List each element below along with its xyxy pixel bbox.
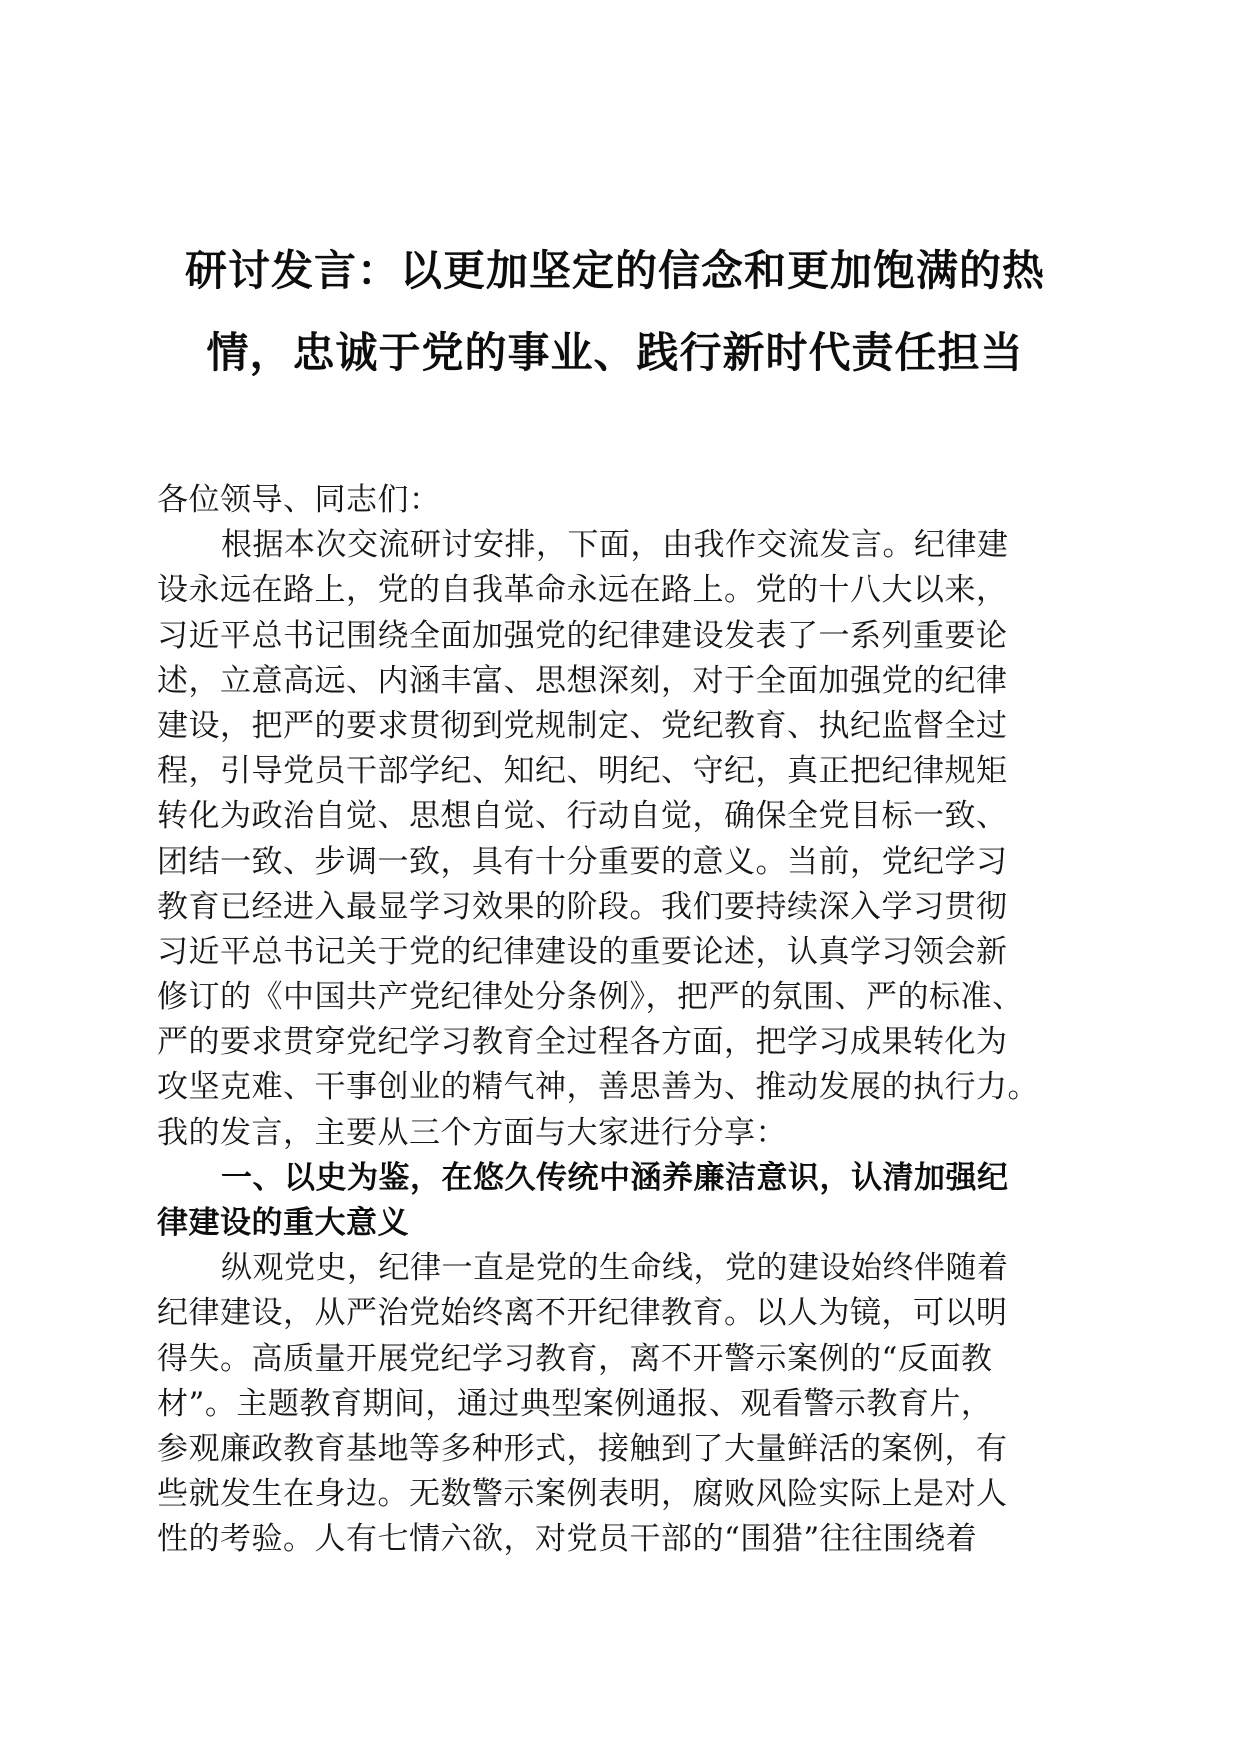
paragraph-line: 材”。主题教育期间，通过典型案例通报、观看警示教育片， bbox=[157, 1385, 993, 1422]
heading-line: 一、以史为鉴，在悠久传统中涵养廉洁意识，认清加强纪 bbox=[221, 1159, 1009, 1196]
paragraph-line: 些就发生在身边。无数警示案例表明，腐败风险实际上是对人 bbox=[157, 1476, 1008, 1513]
paragraph-line: 参观廉政教育基地等多种形式，接触到了大量鲜活的案例，有 bbox=[157, 1430, 1008, 1467]
paragraph-line: 述，立意高远、内涵丰富、思想深刻，对于全面加强党的纪律 bbox=[157, 662, 1008, 699]
paragraph-intro bbox=[157, 523, 1077, 1156]
paragraph-line: 纪律建设，从严治党始终离不开纪律教育。以人为镜，可以明 bbox=[157, 1295, 1008, 1332]
paragraph-line: 修订的《中国共产党纪律处分条例》，把严的氛围、严的标准、 bbox=[157, 979, 1024, 1016]
paragraph-line: 习近平总书记围绕全面加强党的纪律建设发表了一系列重要论 bbox=[157, 617, 1008, 654]
paragraph-line: 得失。高质量开展党纪学习教育，离不开警示案例的“反面教 bbox=[157, 1340, 993, 1377]
paragraph-line: 纵观党史，纪律一直是党的生命线，党的建设始终伴随着 bbox=[221, 1250, 1009, 1287]
paragraph-section-1 bbox=[157, 1246, 1077, 1562]
paragraph-line: 建设，把严的要求贯彻到党规制定、党纪教育、执纪监督全过 bbox=[157, 707, 1008, 744]
paragraph-line: 严的要求贯穿党纪学习教育全过程各方面，把学习成果转化为 bbox=[157, 1024, 1008, 1061]
document-title bbox=[150, 230, 1080, 394]
paragraph-line: 教育已经进入最显学习效果的阶段。我们要持续深入学习贯彻 bbox=[157, 888, 1008, 925]
paragraph-line: 习近平总书记关于党的纪律建设的重要论述，认真学习领会新 bbox=[157, 933, 1008, 970]
paragraph-line: 团结一致、步调一致，具有十分重要的意义。当前，党纪学习 bbox=[157, 843, 1008, 880]
paragraph-line: 设永远在路上，党的自我革命永远在路上。党的十八大以来， bbox=[157, 572, 1008, 609]
salutation: 各位领导、同志们： bbox=[157, 482, 441, 518]
heading-line: 律建设的重大意义 bbox=[157, 1205, 409, 1241]
section-heading-1 bbox=[157, 1156, 1077, 1246]
title-line: 情，忠诚于党的事业、践行新时代责任担当 bbox=[206, 328, 1024, 377]
paragraph-line: 根据本次交流研讨安排，下面，由我作交流发言。纪律建 bbox=[221, 527, 1009, 564]
paragraph-line: 程，引导党员干部学纪、知纪、明纪、守纪，真正把纪律规矩 bbox=[157, 753, 1008, 790]
paragraph-line: 性的考验。人有七情六欲，对党员干部的“围猎”往往围绕着 bbox=[157, 1521, 978, 1558]
document-body bbox=[157, 478, 1077, 1563]
paragraph-line: 攻坚克难、干事创业的精气神，善思善为、推动发展的执行力。 bbox=[157, 1069, 1039, 1106]
title-line: 研讨发言：以更加坚定的信念和更加饱满的热 bbox=[184, 246, 1045, 295]
paragraph-line: 转化为政治自觉、思想自觉、行动自觉，确保全党目标一致、 bbox=[157, 798, 1008, 835]
paragraph-line: 我的发言，主要从三个方面与大家进行分享： bbox=[157, 1114, 787, 1151]
